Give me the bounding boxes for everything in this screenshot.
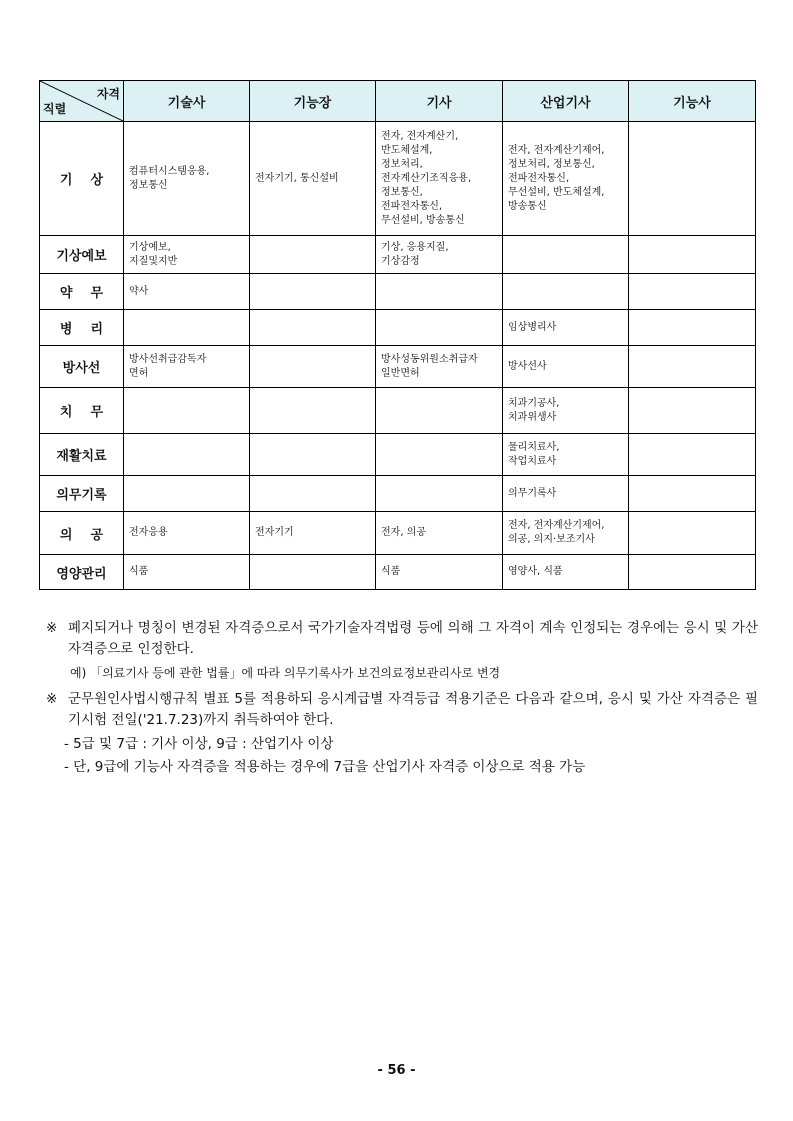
table-cell bbox=[376, 310, 503, 346]
table-cell bbox=[503, 236, 629, 274]
table-cell bbox=[250, 310, 376, 346]
table-row bbox=[40, 512, 756, 555]
table-row bbox=[40, 388, 756, 434]
table-row bbox=[40, 346, 756, 388]
row-header: 기상예보 bbox=[40, 236, 124, 274]
table-cell bbox=[629, 388, 756, 434]
reference-mark: ※ bbox=[46, 620, 58, 636]
table-cell bbox=[376, 274, 503, 310]
table-cell bbox=[629, 346, 756, 388]
table-cell bbox=[629, 555, 756, 590]
table-row bbox=[40, 274, 756, 310]
table-cell bbox=[629, 310, 756, 346]
note-item bbox=[46, 618, 758, 660]
corner-header bbox=[40, 81, 124, 122]
table-cell bbox=[503, 274, 629, 310]
table-cell bbox=[250, 434, 376, 476]
table-cell bbox=[629, 122, 756, 236]
example-text: 예) 「의료기사 등에 관한 법률」에 따라 의무기록사가 보건의료정보관리사로 변경 bbox=[70, 666, 501, 680]
table-cell: 전자기기, 통신설비 bbox=[250, 122, 376, 236]
note-text: 군무원인사법시행규칙 별표 5를 적용하되 응시계급별 자격등급 적용기준은 다음과 같으며, 응시 및 가산 자격증은 필기시험 전일('21.7.23)까지 취득하여야 한다. bbox=[68, 691, 758, 728]
row-header: 의무기록 bbox=[40, 476, 124, 512]
table-cell: 식품 bbox=[376, 555, 503, 590]
page-number: - 56 - bbox=[377, 1063, 416, 1078]
col-header: 기술사 bbox=[124, 81, 250, 122]
table-row bbox=[40, 555, 756, 590]
note-item bbox=[46, 689, 758, 731]
table-row bbox=[40, 476, 756, 512]
table-cell: 물리치료사, 작업치료사 bbox=[503, 434, 629, 476]
table-cell bbox=[250, 555, 376, 590]
note-text: 폐지되거나 명칭이 변경된 자격증으로서 국가기술자격법령 등에 의해 그 자격이 계속 인정되는 경우에는 응시 및 가산 자격증으로 인정한다. bbox=[68, 620, 758, 657]
dash-item: - 단, 9급에 기능사 자격증을 적용하는 경우에 7급을 산업기사 자격증 이상으로 적용 가능 bbox=[64, 759, 586, 775]
table-cell: 전자, 전자계산기제어, 정보처리, 정보통신, 전파전자통신, 무선설비, 반도체설계, 방송통신 bbox=[503, 122, 629, 236]
table-cell: 기상예보, 지질및지반 bbox=[124, 236, 250, 274]
col-header: 기사 bbox=[376, 81, 503, 122]
table-cell bbox=[629, 274, 756, 310]
row-header: 약 무 bbox=[40, 274, 124, 310]
table-cell bbox=[124, 434, 250, 476]
table-cell bbox=[250, 476, 376, 512]
corner-label-series: 직렬 bbox=[43, 102, 67, 116]
table-cell: 방사성동위원소취급자 일반면허 bbox=[376, 346, 503, 388]
table-cell: 전자응용 bbox=[124, 512, 250, 555]
table-cell bbox=[376, 476, 503, 512]
table-cell: 컴퓨터시스템응용, 정보통신 bbox=[124, 122, 250, 236]
header-row bbox=[40, 81, 756, 122]
table-cell bbox=[250, 388, 376, 434]
table-cell bbox=[250, 236, 376, 274]
table-cell bbox=[376, 388, 503, 434]
table-cell bbox=[124, 310, 250, 346]
col-header: 기능장 bbox=[250, 81, 376, 122]
notes-section bbox=[46, 618, 758, 778]
row-header: 재활치료 bbox=[40, 434, 124, 476]
row-header: 병 리 bbox=[40, 310, 124, 346]
col-header: 산업기사 bbox=[503, 81, 629, 122]
table-row bbox=[40, 310, 756, 346]
table-cell bbox=[250, 346, 376, 388]
table-cell: 영양사, 식품 bbox=[503, 555, 629, 590]
table-cell: 약사 bbox=[124, 274, 250, 310]
row-header: 의 공 bbox=[40, 512, 124, 555]
table-cell: 전자, 전자계산기제어, 의공, 의지·보조기사 bbox=[503, 512, 629, 555]
table-cell bbox=[629, 512, 756, 555]
table-cell bbox=[376, 434, 503, 476]
table-cell: 전자, 의공 bbox=[376, 512, 503, 555]
table-cell: 임상병리사 bbox=[503, 310, 629, 346]
table-cell bbox=[124, 476, 250, 512]
table-cell: 의무기록사 bbox=[503, 476, 629, 512]
table-row bbox=[40, 236, 756, 274]
table-cell: 기상, 응용지질, 기상감정 bbox=[376, 236, 503, 274]
table-row bbox=[40, 434, 756, 476]
table-cell: 전자기기 bbox=[250, 512, 376, 555]
row-header: 치 무 bbox=[40, 388, 124, 434]
row-header: 영양관리 bbox=[40, 555, 124, 590]
table-cell bbox=[629, 476, 756, 512]
table-cell: 방사선사 bbox=[503, 346, 629, 388]
row-header: 기 상 bbox=[40, 122, 124, 236]
table-cell bbox=[124, 388, 250, 434]
row-header: 방사선 bbox=[40, 346, 124, 388]
table-cell bbox=[629, 236, 756, 274]
reference-mark: ※ bbox=[46, 691, 58, 707]
corner-label-qualification: 자격 bbox=[96, 87, 120, 101]
table-cell: 식품 bbox=[124, 555, 250, 590]
table-cell bbox=[250, 274, 376, 310]
table-cell bbox=[629, 434, 756, 476]
table-row bbox=[40, 122, 756, 236]
qualification-table bbox=[39, 80, 756, 590]
col-header: 기능사 bbox=[629, 81, 756, 122]
table-cell: 치과기공사, 치과위생사 bbox=[503, 388, 629, 434]
dash-item: - 5급 및 7급 : 기사 이상, 9급 : 산업기사 이상 bbox=[64, 736, 334, 752]
table-cell: 방사선취급감독자 면허 bbox=[124, 346, 250, 388]
table-cell: 전자, 전자계산기, 반도체설계, 정보처리, 전자계산기조직응용, 정보통신, 전파전자통신, 무선설비, 방송통신 bbox=[376, 122, 503, 236]
